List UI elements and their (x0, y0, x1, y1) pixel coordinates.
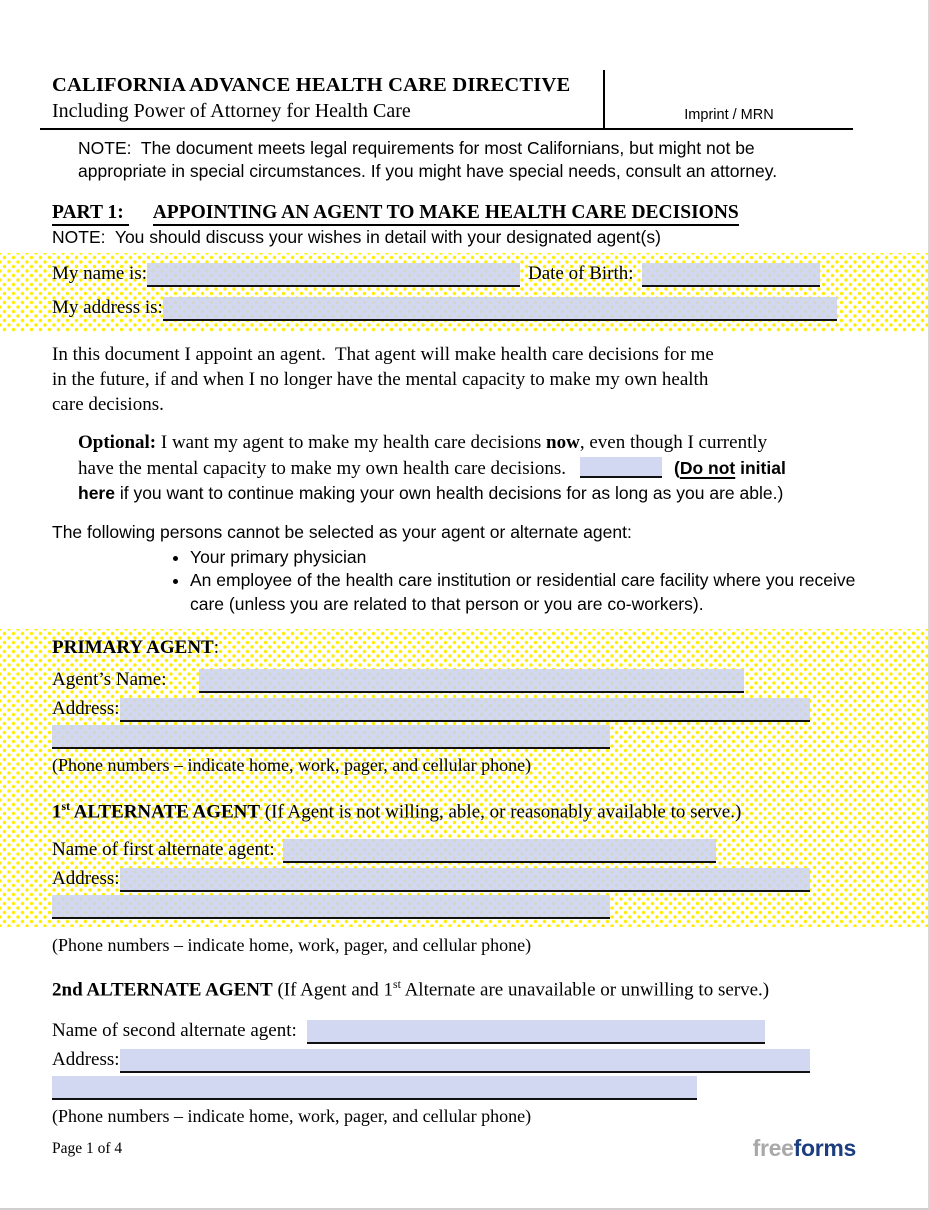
optional-line3 (78, 481, 878, 507)
alt1-phone-field[interactable] (52, 895, 610, 919)
optional-label: Optional: (78, 432, 157, 453)
intro-line2: in the future, if and when I no longer have the mental capacity to make my own health (52, 369, 709, 390)
part1-label: PART 1: (52, 202, 129, 226)
address-row (52, 296, 850, 321)
primary-agent-name-row (52, 668, 853, 693)
address-label: Address: (52, 1048, 120, 1070)
imprint-mrn-cell: Imprint / MRN (603, 70, 853, 128)
part1-heading (52, 202, 868, 224)
alt1-num: 1 (52, 801, 62, 823)
excluded-persons-intro: The following persons cannot be selected as your agent or alternate agent: (52, 521, 632, 542)
address-label: Address: (52, 868, 120, 890)
page-number: Page 1 of 4 (52, 1139, 123, 1157)
alt1-name-field[interactable] (283, 839, 716, 863)
list-item: • Your primary physician (190, 546, 862, 570)
alt1-name-label: Name of first alternate agent: (52, 839, 275, 861)
intro-paragraph (52, 342, 873, 417)
alt2-rest-sup: st (393, 978, 401, 992)
alt2-name-label: Name of second alternate agent: (52, 1019, 297, 1041)
optional-line2-text: have the mental capacity to make my own health care decisions. (78, 457, 567, 479)
optional-line2 (78, 456, 878, 482)
legal-note-line1: NOTE: The document meets legal requirements for most Californians, but might not be (78, 138, 755, 158)
alt1-num-sup: st (61, 800, 70, 813)
list-item: • An employee of the health care institution or residential care facility where you receive care (unless you are related to that person or you are co-workers). (190, 569, 862, 616)
my-address-label: My address is: (52, 297, 163, 318)
primary-agent-title: PRIMARY AGENT (52, 637, 214, 658)
primary-agent-heading (52, 636, 853, 660)
my-name-field[interactable] (147, 263, 520, 287)
agent-name-field[interactable] (199, 669, 744, 693)
agent-phone-field[interactable] (52, 725, 610, 749)
alt2-name-row (52, 1019, 853, 1044)
alt1-title-rest: (If Agent is not willing, able, or reasonably available to serve.) (260, 801, 742, 823)
optional-text1: I want my agent to make my health care decisions (156, 432, 547, 453)
alt1-name-row (52, 838, 853, 863)
optional-line1 (78, 430, 878, 456)
header-title-block (40, 70, 603, 128)
identity-highlight-band (0, 253, 928, 332)
alt1-address2-row (52, 895, 853, 919)
intro-line1: In this document I appoint an agent. That agent will make health care decisions for me (52, 344, 714, 365)
agent-address-field[interactable] (120, 698, 810, 722)
address-label: Address: (52, 698, 120, 719)
legal-note-line2: appropriate in special circumstances. If you might have special needs, consult an attorney. (78, 160, 778, 181)
document-title: CALIFORNIA ADVANCE HEALTH CARE DIRECTIVE (52, 74, 571, 96)
optional-here-word: here (78, 483, 115, 503)
alt1-address-field[interactable] (120, 868, 810, 892)
dob-field[interactable] (642, 263, 820, 287)
primary-agent-colon: : (213, 637, 219, 658)
alt2-address2-row (52, 1076, 853, 1100)
optional-do-not: Do not (679, 457, 736, 478)
part1-title: APPOINTING AN AGENT TO MAKE HEALTH CARE DECISIONS (153, 202, 739, 226)
alt2-phone-field[interactable] (52, 1076, 697, 1100)
brand-forms-text: forms (793, 1135, 856, 1161)
optional-now: now (546, 432, 580, 453)
dob-label: Date of Birth: (528, 263, 634, 284)
alt2-agent-section (52, 973, 853, 1126)
optional-initial-word: initial (735, 457, 786, 478)
alt2-phone-note: (Phone numbers – indicate home, work, pager, and cellular phone) (52, 1105, 532, 1126)
document-header (40, 70, 853, 130)
alt2-name-field[interactable] (307, 1020, 765, 1044)
alt2-title: 2nd ALTERNATE AGENT (52, 979, 273, 1001)
alt1-title: ALTERNATE AGENT (70, 801, 261, 823)
freeforms-logo (753, 1135, 856, 1162)
alt1-phone-note: (Phone numbers – indicate home, work, pager, and cellular phone) (52, 935, 532, 956)
optional-paren: ( (674, 457, 680, 478)
alt1-address-row (52, 867, 853, 892)
document-subtitle: Including Power of Attorney for Health Care (52, 100, 411, 122)
agents-highlight-band (0, 629, 928, 927)
alt2-address-row (52, 1048, 853, 1073)
alt2-address-field[interactable] (120, 1049, 810, 1073)
initials-field[interactable] (580, 457, 662, 478)
alt2-rest-pre: (If Agent and 1 (272, 979, 394, 1001)
intro-line3: care decisions. (52, 394, 164, 415)
alt2-rest-post: Alternate are unavailable or unwilling to serve.) (400, 979, 770, 1001)
page-footer (52, 1135, 856, 1162)
agent-name-label: Agent’s Name: (52, 669, 167, 690)
name-dob-row (52, 262, 850, 287)
alt1-agent-heading (52, 795, 853, 824)
optional-rest: if you want to continue making your own health decisions for as long as you are able.) (114, 483, 784, 503)
brand-free-text: free (752, 1135, 794, 1161)
primary-phone-note: (Phone numbers – indicate home, work, pager, and cellular phone) (52, 755, 532, 775)
my-address-field[interactable] (163, 297, 837, 321)
alt2-agent-heading (52, 973, 853, 1002)
my-name-label: My name is: (52, 263, 147, 284)
primary-agent-address2-row (52, 725, 853, 749)
optional-text2: , even though I currently (579, 432, 768, 453)
optional-paragraph (78, 430, 878, 507)
legal-note (78, 137, 868, 182)
part1-note: NOTE: You should discuss your wishes in detail with your designated agent(s) (52, 227, 661, 247)
excluded-persons-list (0, 546, 928, 617)
primary-agent-address-row (52, 697, 853, 722)
